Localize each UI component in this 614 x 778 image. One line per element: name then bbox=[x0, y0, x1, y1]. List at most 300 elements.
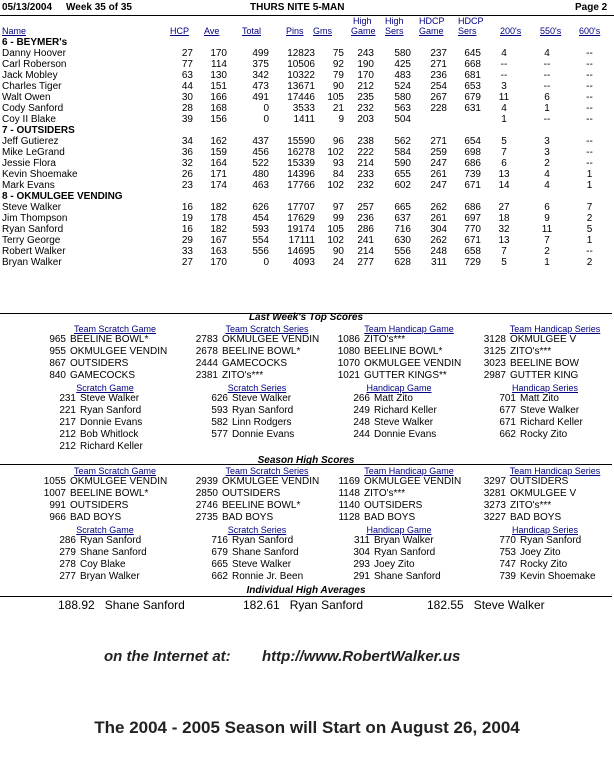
bowler-stat: 1 bbox=[586, 180, 593, 191]
score-entry bbox=[334, 512, 484, 524]
score-entry bbox=[470, 559, 614, 571]
score-entry bbox=[40, 500, 190, 512]
bowler-stat: 156 bbox=[210, 114, 227, 125]
bowler-stat: 697 bbox=[464, 213, 481, 224]
bowler-stat: 16 bbox=[181, 202, 193, 213]
bowler-stat: 9 bbox=[544, 213, 550, 224]
bowler-stat: 631 bbox=[464, 103, 481, 114]
bowler-stat: 671 bbox=[464, 180, 481, 191]
score-holder: OUTSIDERS bbox=[510, 476, 569, 487]
score-value: 593 bbox=[211, 405, 228, 416]
bowler-row bbox=[0, 224, 612, 235]
score-entry bbox=[192, 334, 342, 346]
bowler-name: Jim Thompson bbox=[2, 213, 68, 224]
bowler-stat: 5 bbox=[501, 136, 507, 147]
score-holder: GUTTER KINGS** bbox=[364, 370, 447, 381]
score-block-title: Team Scratch Game bbox=[73, 466, 157, 476]
bowler-stat: 34 bbox=[181, 136, 193, 147]
score-holder: Ryan Sanford bbox=[80, 405, 142, 416]
bowler-stat: 162 bbox=[210, 136, 227, 147]
score-holder: Ryan Sanford bbox=[232, 405, 294, 416]
col-hdcp-sers-2: Sers bbox=[458, 26, 477, 36]
bowler-stat: 11 bbox=[498, 92, 510, 103]
bowler-stat: 729 bbox=[464, 257, 481, 268]
score-value: 3273 bbox=[483, 500, 506, 511]
score-entry bbox=[480, 358, 614, 370]
bowler-stat: 0 bbox=[263, 114, 269, 125]
bowler-stat: 18 bbox=[498, 213, 510, 224]
score-holder: Richard Keller bbox=[80, 441, 143, 452]
bowler-stat: 271 bbox=[430, 59, 447, 70]
bowler-stat: 4 bbox=[501, 103, 507, 114]
bowler-stat: 4 bbox=[501, 48, 507, 59]
score-entry bbox=[324, 405, 474, 417]
score-holder: OUTSIDERS bbox=[364, 500, 423, 511]
bowler-stat: 19174 bbox=[287, 224, 315, 235]
bowler-stat: 271 bbox=[430, 136, 447, 147]
score-entry bbox=[470, 535, 614, 547]
score-block-title: Team Scratch Series bbox=[225, 324, 309, 334]
score-entry bbox=[30, 393, 180, 405]
score-value: 2850 bbox=[195, 488, 218, 499]
col-high-game-2: Game bbox=[351, 26, 376, 36]
bowler-stat: 222 bbox=[357, 147, 374, 158]
score-entry bbox=[30, 429, 180, 441]
bowler-stat: 102 bbox=[327, 180, 344, 191]
score-value: 248 bbox=[353, 417, 370, 428]
bowler-name: Terry George bbox=[2, 235, 61, 246]
score-value: 2444 bbox=[195, 358, 218, 369]
score-value: 867 bbox=[49, 358, 66, 369]
bowler-stat: 630 bbox=[394, 235, 411, 246]
bowler-name: Jessie Flora bbox=[2, 158, 56, 169]
score-block bbox=[470, 383, 614, 441]
score-holder: Bob Whitlock bbox=[80, 429, 139, 440]
score-entry bbox=[324, 535, 474, 547]
bowler-stat: 13 bbox=[498, 235, 510, 246]
bowler-stat: 626 bbox=[252, 202, 269, 213]
bowler-stat: -- bbox=[586, 114, 593, 125]
score-holder: Shane Sanford bbox=[232, 547, 299, 558]
bowler-stat: 9 bbox=[338, 114, 344, 125]
bowler-stat: -- bbox=[543, 114, 551, 125]
bowler-stat: 2 bbox=[586, 257, 593, 268]
bowler-stat bbox=[411, 114, 447, 125]
bowler-stat: 556 bbox=[252, 246, 269, 257]
score-holder: BEELINE BOWL* bbox=[70, 488, 149, 499]
score-entry bbox=[30, 571, 180, 583]
score-block bbox=[182, 383, 332, 441]
bowler-row bbox=[0, 48, 612, 59]
season-high-title: Season High Scores bbox=[257, 455, 355, 466]
bowler-stat: 27 bbox=[498, 202, 510, 213]
score-value: 277 bbox=[59, 571, 76, 582]
bowler-stat: 105 bbox=[327, 224, 344, 235]
col-name: Name bbox=[2, 26, 27, 36]
bowler-stat: 580 bbox=[394, 92, 411, 103]
score-holder: GUTTER KING bbox=[510, 370, 579, 381]
score-entry bbox=[324, 417, 474, 429]
bowler-name: Steve Walker bbox=[2, 202, 62, 213]
bowler-stat: 261 bbox=[430, 213, 447, 224]
bowler-stat: 483 bbox=[394, 70, 411, 81]
bowler-stat: 556 bbox=[394, 246, 411, 257]
score-value: 1128 bbox=[338, 512, 360, 523]
score-value: 311 bbox=[354, 535, 370, 546]
score-value: 2939 bbox=[195, 476, 218, 487]
page-number: Page 2 bbox=[575, 2, 608, 13]
score-holder: BAD BOYS bbox=[364, 512, 416, 523]
score-holder: Steve Walker bbox=[80, 393, 140, 404]
score-holder: Joey Zito bbox=[374, 559, 415, 570]
score-value: 770 bbox=[499, 535, 516, 546]
bowler-stat: 243 bbox=[357, 48, 374, 59]
bowler-stat: 14 bbox=[498, 180, 510, 191]
bowler-stat: 14695 bbox=[287, 246, 315, 257]
bowler-stat: 17766 bbox=[287, 180, 315, 191]
score-value: 747 bbox=[499, 559, 516, 570]
score-block-title: Handicap Game bbox=[366, 525, 432, 535]
bowler-stat: 84 bbox=[332, 169, 344, 180]
bowler-stat: 480 bbox=[252, 169, 269, 180]
bowler-stat bbox=[447, 114, 481, 125]
bowler-stat: 90 bbox=[332, 246, 344, 257]
score-holder: BEELINE BOWL* bbox=[222, 500, 301, 511]
bowler-stat: 182 bbox=[210, 202, 227, 213]
score-holder: OUTSIDERS bbox=[70, 358, 129, 369]
score-value: 3227 bbox=[483, 512, 506, 523]
score-value: 2987 bbox=[483, 370, 506, 381]
bowler-stat: 32 bbox=[181, 158, 193, 169]
bowler-stat: -- bbox=[586, 103, 593, 114]
bowler-stat: 504 bbox=[394, 114, 411, 125]
score-holder: OKMULGEE VENDIN bbox=[70, 476, 168, 487]
score-entry bbox=[334, 500, 484, 512]
bowler-stat: 4093 bbox=[292, 257, 315, 268]
bowler-stat: 311 bbox=[431, 257, 447, 268]
bowler-row bbox=[0, 147, 612, 158]
bowler-stat: 63 bbox=[181, 70, 193, 81]
average-value: 188.92 bbox=[58, 598, 95, 612]
bowler-stat: 15339 bbox=[287, 158, 315, 169]
bowler-stat: 524 bbox=[394, 81, 411, 92]
bowler-stat: 13 bbox=[498, 169, 510, 180]
bowler-name: Coy II Blake bbox=[2, 114, 56, 125]
bowler-row bbox=[0, 213, 612, 224]
score-value: 1169 bbox=[338, 476, 360, 487]
score-value: 965 bbox=[49, 334, 66, 345]
score-entry bbox=[192, 512, 342, 524]
score-value: 665 bbox=[211, 559, 228, 570]
score-holder: BAD BOYS bbox=[70, 512, 122, 523]
bowler-stat: 5 bbox=[586, 224, 593, 235]
bowler-stat: -- bbox=[586, 59, 593, 70]
score-block-title: Handicap Game bbox=[366, 383, 432, 393]
bowler-stat: 16278 bbox=[287, 147, 315, 158]
season-start-notice: The 2004 - 2005 Season will Start on August 26, 2004 bbox=[94, 718, 520, 737]
score-entry bbox=[192, 500, 342, 512]
score-block-title: Scratch Game bbox=[76, 383, 134, 393]
bowler-stat: 7 bbox=[501, 246, 507, 257]
bowler-stat: 212 bbox=[357, 81, 374, 92]
bowler-stat: 168 bbox=[210, 103, 227, 114]
score-value: 753 bbox=[499, 547, 516, 558]
score-holder: OUTSIDERS bbox=[222, 488, 281, 499]
score-holder: ZITO's*** bbox=[510, 346, 552, 357]
col-pins: Pins bbox=[286, 26, 304, 36]
bowler-stat: 668 bbox=[464, 59, 481, 70]
score-block bbox=[334, 466, 484, 524]
score-entry bbox=[182, 535, 332, 547]
bowler-stat: 499 bbox=[252, 48, 269, 59]
score-value: 286 bbox=[59, 535, 76, 546]
high-averages-title: Individual High Averages bbox=[246, 585, 366, 596]
score-holder: Coy Blake bbox=[80, 559, 126, 570]
score-value: 1021 bbox=[337, 370, 360, 381]
standings-table bbox=[0, 37, 612, 268]
score-value: 293 bbox=[353, 559, 370, 570]
score-value: 701 bbox=[499, 393, 516, 404]
bowler-stat: 96 bbox=[332, 136, 344, 147]
bowler-name: Ryan Sanford bbox=[2, 224, 64, 235]
score-value: 266 bbox=[353, 393, 370, 404]
bowler-stat: 23 bbox=[181, 180, 193, 191]
score-value: 3281 bbox=[483, 488, 506, 499]
bowler-row bbox=[0, 246, 612, 257]
bowler-stat: -- bbox=[586, 136, 593, 147]
bowler-stat: 236 bbox=[430, 70, 447, 81]
bowler-stat: -- bbox=[586, 246, 593, 257]
bowler-stat: 247 bbox=[430, 158, 447, 169]
score-value: 1086 bbox=[337, 334, 360, 345]
score-value: 966 bbox=[49, 512, 66, 523]
bowler-stat: 236 bbox=[357, 213, 374, 224]
score-value: 2678 bbox=[195, 346, 218, 357]
bowler-name: Bryan Walker bbox=[2, 257, 62, 268]
bowler-stat: 15590 bbox=[287, 136, 315, 147]
score-holder: Ryan Sanford bbox=[520, 535, 582, 546]
bowler-stat: -- bbox=[586, 70, 593, 81]
bowler-name: Walt Owen bbox=[2, 92, 51, 103]
team-header-row bbox=[0, 191, 612, 202]
bowler-stat: 102 bbox=[327, 235, 344, 246]
score-holder: BEELINE BOWL* bbox=[70, 334, 149, 345]
bowler-stat: 75 bbox=[332, 48, 344, 59]
score-value: 2746 bbox=[195, 500, 218, 511]
bowler-stat: 645 bbox=[464, 48, 481, 59]
bowler-stat: 170 bbox=[210, 48, 227, 59]
bowler-stat: 602 bbox=[394, 180, 411, 191]
bowler-stat: 27 bbox=[181, 48, 193, 59]
bowler-stat: 28 bbox=[181, 103, 193, 114]
score-entry bbox=[182, 429, 332, 441]
score-holder: ZITO's*** bbox=[222, 370, 264, 381]
bowler-stat: 44 bbox=[181, 81, 193, 92]
high-average-1 bbox=[58, 598, 185, 612]
score-holder: OKMULGEE VENDIN bbox=[364, 476, 462, 487]
bowler-stat: 92 bbox=[332, 59, 344, 70]
col-600s: 600's bbox=[579, 26, 601, 36]
score-entry bbox=[40, 346, 190, 358]
score-entry bbox=[192, 370, 342, 382]
score-entry bbox=[40, 334, 190, 346]
bowler-stat: 232 bbox=[357, 103, 374, 114]
score-block bbox=[40, 324, 190, 382]
score-value: 577 bbox=[211, 429, 228, 440]
bowler-stat: 261 bbox=[430, 169, 447, 180]
high-average-2 bbox=[243, 598, 363, 612]
bowler-stat: 151 bbox=[210, 81, 227, 92]
bowler-stat: 105 bbox=[327, 92, 344, 103]
bowler-stat: 2 bbox=[586, 213, 593, 224]
bowler-row bbox=[0, 114, 612, 125]
score-entry bbox=[30, 535, 180, 547]
score-holder: Bryan Walker bbox=[80, 571, 140, 582]
team-header-row bbox=[0, 37, 612, 48]
bowler-stat: 16 bbox=[181, 224, 193, 235]
score-holder: Ryan Sanford bbox=[232, 535, 294, 546]
score-holder: Donnie Evans bbox=[232, 429, 295, 440]
score-block-title: Team Handicap Game bbox=[364, 324, 454, 334]
score-value: 3128 bbox=[483, 334, 506, 345]
bowler-stat: 456 bbox=[252, 147, 269, 158]
score-block bbox=[192, 324, 342, 382]
bowler-stat: 182 bbox=[210, 224, 227, 235]
score-value: 1140 bbox=[338, 500, 360, 511]
bowler-stat: 254 bbox=[430, 81, 447, 92]
score-holder: Ryan Sanford bbox=[80, 535, 142, 546]
bowler-stat: 166 bbox=[210, 92, 227, 103]
bowler-stat: 97 bbox=[332, 202, 344, 213]
bowler-name: Kevin Shoemake bbox=[2, 169, 78, 180]
bowler-stat: 425 bbox=[394, 59, 411, 70]
bowler-stat: 7 bbox=[544, 235, 550, 246]
score-entry bbox=[192, 346, 342, 358]
score-holder: BEELINE BOWL* bbox=[364, 346, 443, 357]
score-entry bbox=[182, 571, 332, 583]
bowler-stat: 190 bbox=[357, 59, 374, 70]
score-value: 231 bbox=[59, 393, 76, 404]
bowler-stat: 1 bbox=[586, 235, 593, 246]
bowler-stat: 247 bbox=[430, 180, 447, 191]
score-value: 249 bbox=[353, 405, 370, 416]
score-value: 679 bbox=[211, 547, 228, 558]
score-holder: Steve Walker bbox=[520, 405, 580, 416]
score-value: 304 bbox=[353, 547, 370, 558]
score-block bbox=[30, 525, 180, 583]
score-value: 662 bbox=[211, 571, 228, 582]
bowler-stat: 679 bbox=[464, 92, 481, 103]
score-entry bbox=[182, 405, 332, 417]
score-entry bbox=[30, 441, 180, 453]
col-high-sers-2: Sers bbox=[385, 26, 404, 36]
bowler-stat: 14396 bbox=[287, 169, 315, 180]
col-hdcp-game-1: HDCP bbox=[419, 16, 445, 26]
bowler-stat: 10322 bbox=[287, 70, 315, 81]
score-value: 716 bbox=[211, 535, 228, 546]
bowler-row bbox=[0, 59, 612, 70]
bowler-stat: 2 bbox=[544, 246, 550, 257]
score-entry bbox=[192, 476, 342, 488]
bowler-stat: 1 bbox=[501, 114, 507, 125]
col-550s: 550's bbox=[540, 26, 562, 36]
bowler-stat: -- bbox=[543, 70, 551, 81]
score-block bbox=[182, 525, 332, 583]
score-holder: OKMULGEE VENDIN bbox=[222, 476, 320, 487]
bowler-stat: 13671 bbox=[287, 81, 315, 92]
score-entry bbox=[470, 405, 614, 417]
score-value: 1070 bbox=[337, 358, 360, 369]
score-block-title: Scratch Series bbox=[227, 383, 287, 393]
score-block bbox=[30, 383, 180, 453]
score-entry bbox=[470, 571, 614, 583]
score-holder: Joey Zito bbox=[520, 547, 561, 558]
bowler-stat: 375 bbox=[252, 59, 269, 70]
bowler-stat: 36 bbox=[181, 147, 193, 158]
bowler-stat: 1 bbox=[544, 257, 550, 268]
score-holder: OKMULGEE VENDIN bbox=[70, 346, 168, 357]
score-entry bbox=[480, 488, 614, 500]
bowler-stat: 473 bbox=[252, 81, 269, 92]
bowler-stat: 17111 bbox=[288, 235, 315, 246]
bowler-stat: 563 bbox=[394, 103, 411, 114]
bowler-stat: 0 bbox=[263, 103, 269, 114]
col-ave: Ave bbox=[204, 26, 220, 36]
score-value: 279 bbox=[59, 547, 76, 558]
bowler-row bbox=[0, 180, 612, 191]
bowler-stat: 686 bbox=[464, 202, 481, 213]
internet-label: on the Internet at: bbox=[104, 648, 231, 665]
average-value: 182.55 bbox=[427, 598, 464, 612]
bowler-stat: 159 bbox=[210, 147, 227, 158]
average-bowler: Ryan Sanford bbox=[289, 598, 364, 612]
bowler-stat: 6 bbox=[501, 158, 507, 169]
website-link[interactable]: http://www.RobertWalker.us bbox=[262, 648, 461, 665]
score-holder: ZITO's*** bbox=[510, 500, 552, 511]
bowler-stat: 6 bbox=[544, 92, 550, 103]
bowler-stat: 77 bbox=[181, 59, 193, 70]
bowler-stat: 27 bbox=[181, 257, 193, 268]
bowler-stat: 698 bbox=[464, 147, 481, 158]
bowler-stat: -- bbox=[543, 81, 551, 92]
bowler-stat: 228 bbox=[430, 103, 447, 114]
bowler-stat: 3 bbox=[544, 136, 550, 147]
score-holder: Richard Keller bbox=[374, 405, 437, 416]
score-entry bbox=[480, 370, 614, 382]
bowler-name: Jack Mobley bbox=[2, 70, 58, 81]
bowler-stat: 554 bbox=[252, 235, 269, 246]
score-value: 582 bbox=[211, 417, 228, 428]
bowler-stat: 39 bbox=[181, 114, 193, 125]
bowler-row bbox=[0, 92, 612, 103]
bowler-row bbox=[0, 103, 612, 114]
bowler-stat: 248 bbox=[430, 246, 447, 257]
score-value: 212 bbox=[59, 441, 76, 452]
bowler-row bbox=[0, 202, 612, 213]
bowler-stat: 241 bbox=[357, 235, 374, 246]
col-hcp: HCP bbox=[170, 26, 190, 36]
bowler-stat: 1411 bbox=[293, 114, 315, 125]
score-value: 671 bbox=[499, 417, 516, 428]
score-holder: Shane Sanford bbox=[374, 571, 441, 582]
score-value: 662 bbox=[499, 429, 516, 440]
bowler-stat: 32 bbox=[498, 224, 510, 235]
score-holder: OKMULGEE VENDIN bbox=[222, 334, 320, 345]
bowler-stat: 1 bbox=[544, 103, 550, 114]
score-block-title: Team Handicap Series bbox=[509, 324, 601, 334]
score-block bbox=[334, 324, 484, 382]
score-entry bbox=[480, 500, 614, 512]
